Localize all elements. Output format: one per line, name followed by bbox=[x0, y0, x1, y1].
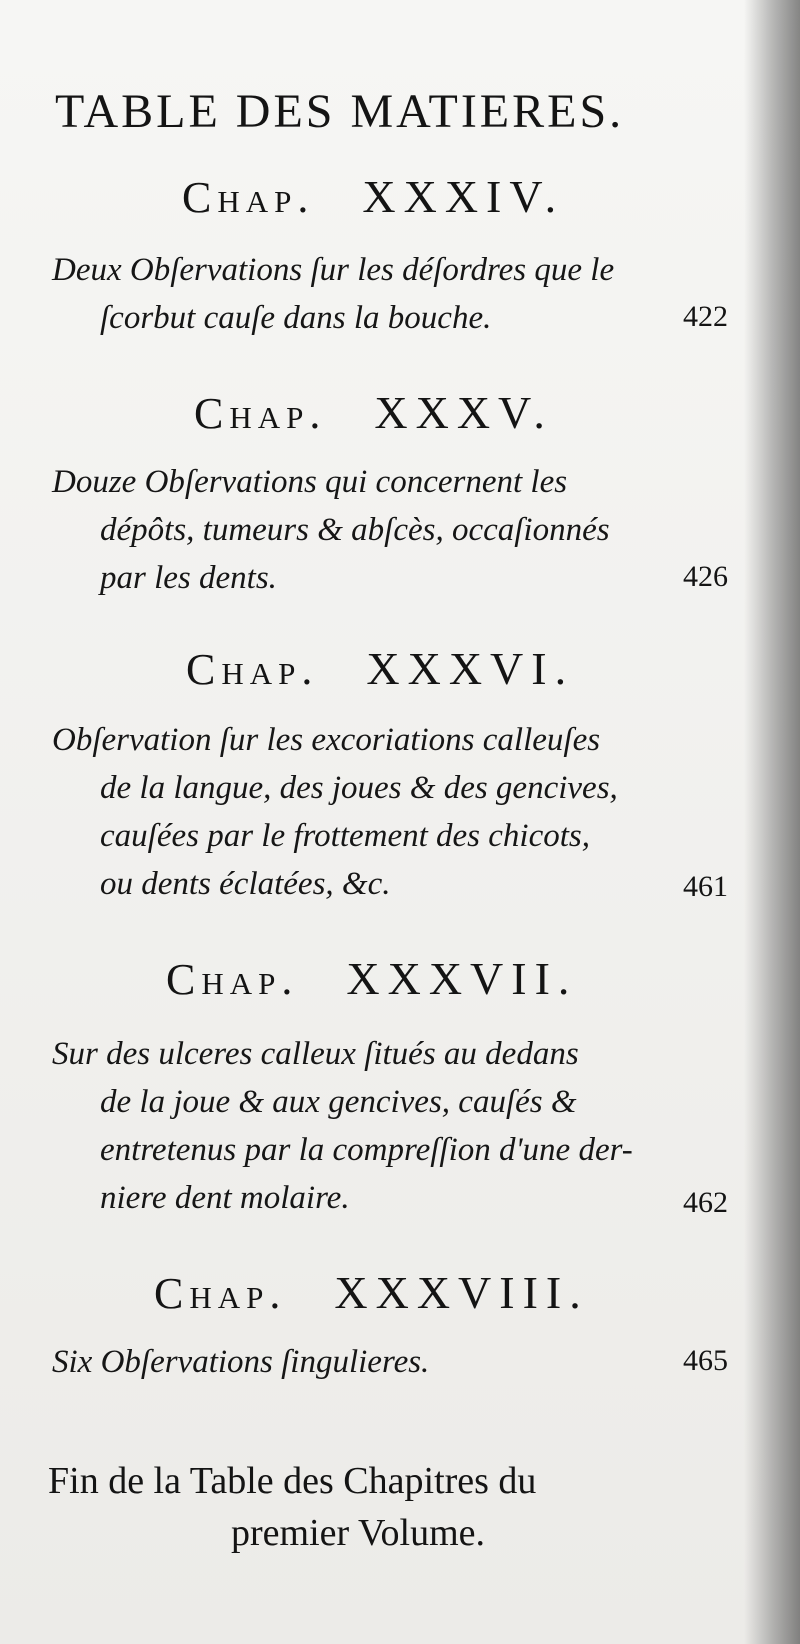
entry-line: Obſervation ſur les excoriations calleuſes bbox=[52, 722, 601, 758]
entry-line: niere dent molaire. bbox=[100, 1180, 350, 1216]
chapter-heading-36 bbox=[186, 642, 574, 695]
chapter-number: XXXV. bbox=[374, 387, 553, 438]
entry-line: cauſées par le frottement des chicots, bbox=[100, 818, 590, 854]
chapter-number: XXXVI. bbox=[366, 643, 575, 694]
chapter-number: XXXVII. bbox=[346, 953, 578, 1004]
page-number: 426 bbox=[683, 560, 728, 593]
page-number: 461 bbox=[683, 870, 728, 903]
chapter-label: Chap. bbox=[154, 1269, 287, 1318]
chapter-entry-34 bbox=[52, 246, 732, 342]
chapter-number: XXXVIII. bbox=[334, 1267, 589, 1318]
entry-line: par les dents. bbox=[100, 560, 277, 596]
chapter-label: Chap. bbox=[182, 173, 315, 222]
chapter-label: Chap. bbox=[166, 955, 299, 1004]
chapter-entry-36 bbox=[52, 716, 732, 908]
chapter-heading-35 bbox=[194, 386, 553, 439]
chapter-heading-37 bbox=[166, 952, 577, 1005]
entry-line: Sur des ulceres calleux ſitués au dedans bbox=[52, 1036, 579, 1072]
entry-line: de la langue, des joues & des gencives, bbox=[100, 770, 618, 806]
entry-line: ſcorbut cauſe dans la bouche. bbox=[100, 300, 492, 336]
chapter-label: Chap. bbox=[186, 645, 319, 694]
page-number: 422 bbox=[683, 300, 728, 333]
chapter-number: XXXIV. bbox=[362, 171, 565, 222]
chapter-entry-35 bbox=[52, 458, 732, 602]
closing-note bbox=[48, 1455, 748, 1559]
entry-line: entretenus par la compreſſion d'une der- bbox=[100, 1132, 633, 1168]
chapter-label: Chap. bbox=[194, 389, 327, 438]
entry-line: Douze Obſervations qui concernent les bbox=[52, 464, 568, 500]
running-head: TABLE DES MATIERES. bbox=[55, 85, 625, 138]
chapter-entry-37 bbox=[52, 1030, 732, 1222]
closing-line-1: Fin de la Table des Chapitres du bbox=[48, 1460, 537, 1502]
page-number: 465 bbox=[683, 1344, 728, 1377]
entry-line: dépôts, tumeurs & abſcès, occaſionnés bbox=[100, 512, 610, 548]
entry-line: Deux Obſervations ſur les déſordres que le bbox=[52, 252, 615, 288]
page-number: 462 bbox=[683, 1186, 728, 1219]
chapter-heading-38 bbox=[154, 1266, 589, 1319]
entry-line: ou dents éclatées, &c. bbox=[100, 866, 391, 902]
chapter-heading-34 bbox=[182, 170, 564, 223]
entry-line: de la joue & aux gencives, cauſés & bbox=[100, 1084, 577, 1120]
chapter-entry-38 bbox=[52, 1338, 732, 1386]
entry-line: Six Obſervations ſingulieres. bbox=[52, 1344, 430, 1380]
closing-line-2: premier Volume. bbox=[231, 1512, 485, 1554]
